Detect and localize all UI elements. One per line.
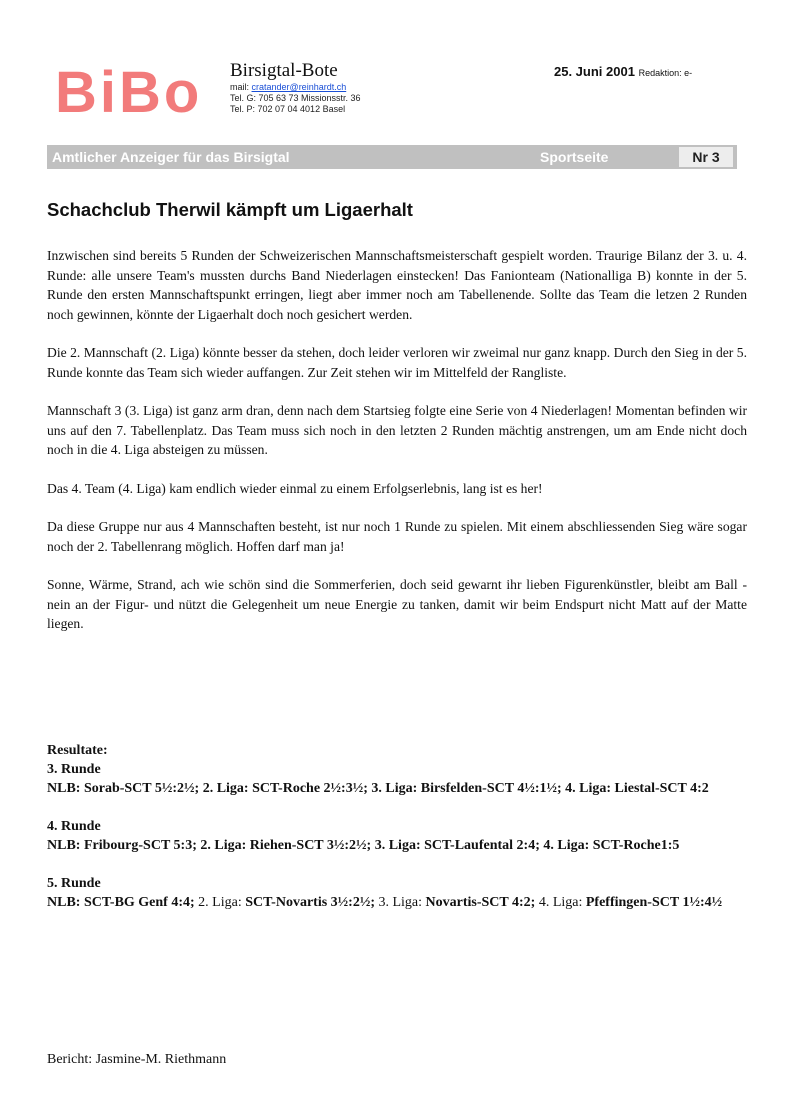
byline: Bericht: Jasmine-M. Riethmann	[47, 1052, 227, 1067]
results-section	[47, 741, 747, 931]
masthead	[230, 60, 361, 115]
round-3-block	[47, 760, 747, 798]
section-bar	[47, 145, 737, 169]
round-3-results: NLB: Sorab-SCT 5½:2½; 2. Liga: SCT-Roche 2½:3½; 3. Liga: Birsfelden-SCT 4½:1½; 4. Liga: Liestal-SCT 4:2	[47, 781, 709, 796]
paper-name: Birsigtal-Bote	[230, 60, 338, 81]
issue-date: 25. Juni 2001	[554, 64, 635, 79]
mail-link[interactable]: cratander@reinhardt.ch	[251, 82, 347, 92]
article-body	[47, 246, 747, 653]
results-heading: Resultate:	[47, 743, 108, 758]
paragraph: Mannschaft 3 (3. Liga) ist ganz arm dran, denn nach dem Startsieg folgte eine Serie von 4 Niederlagen! Momentan befinden wir uns auf den 7. Tabellenplatz. Das Team muss sich noch in den letzten 2 Runden mächtig anstrengen, um am Ende nicht doch noch in die 4. Liga absteigen zu müssen.	[47, 403, 747, 457]
round-3-title: 3. Runde	[47, 762, 101, 777]
r5-l4-result: Pfeffingen-SCT 1½:4½	[585, 895, 723, 910]
paragraph: Die 2. Mannschaft (2. Liga) könnte besser da stehen, doch leider verloren wir zweimal nur ganz knapp. Durch den Sieg in der 5. Runde konnte das Team sich wieder auffangen. Zur Zeit stehen wir im Mittelfeld der Rangliste.	[47, 345, 747, 380]
round-5-results	[47, 893, 747, 912]
r5-l3-result: Novartis-SCT 4:2;	[425, 895, 536, 910]
r5-l4-label: 4. Liga:	[538, 895, 583, 910]
article-headline: Schachclub Therwil kämpft um Ligaerhalt	[47, 199, 413, 220]
r5-l2-result: SCT-Novartis 3½:2½;	[245, 895, 375, 910]
mail-line	[230, 82, 361, 93]
round-4-title: 4. Runde	[47, 819, 101, 834]
r5-l2-label: 2. Liga:	[198, 895, 242, 910]
tel-g-line: Tel. G: 705 63 73 Missionsstr. 36	[230, 93, 361, 103]
round-4-results: NLB: Fribourg-SCT 5:3; 2. Liga: Riehen-SCT 3½:2½; 3. Liga: SCT-Laufental 2:4; 4. Liga: SCT-Roche1:5	[47, 838, 680, 853]
section-label: Sportseite	[540, 149, 609, 165]
paragraph: Das 4. Team (4. Liga) kam endlich wieder einmal zu einem Erfolgserlebnis, lang ist es her!	[47, 480, 543, 496]
round-4-block	[47, 817, 747, 855]
gazette-subtitle: Amtlicher Anzeiger für das Birsigtal	[52, 149, 290, 165]
tel-p-line: Tel. P: 702 07 04 4012 Basel	[230, 104, 346, 114]
r5-nlb-result: SCT-BG Genf 4:4;	[83, 895, 195, 910]
bibo-logo: BiBo	[55, 60, 203, 125]
round-5-title: 5. Runde	[47, 876, 101, 891]
redaktion-label: Redaktion: e-	[638, 68, 693, 78]
r5-l3-label: 3. Liga:	[378, 895, 423, 910]
mail-label: mail:	[230, 82, 250, 92]
paragraph: Da diese Gruppe nur aus 4 Mannschaften besteht, ist nur noch 1 Runde zu spielen. Mit einem abschliessenden Sieg wäre sogar noch der 2. Tabellenrang möglich. Hoffen darf man ja!	[47, 519, 747, 554]
r5-nlb-label: NLB:	[47, 895, 81, 910]
dateline	[554, 64, 692, 79]
round-5-block	[47, 874, 747, 912]
paragraph: Inzwischen sind bereits 5 Runden der Schweizerischen Mannschaftsmeisterschaft gespielt worden. Traurige Bilanz der 3. u. 4. Runde: alle unsere Team's mussten durchs Band Niederlagen einstecken! Das Fanionteam (Nationalliga B) konnte in der 5. Runde den ersten Mannschaftspunkt erringen, liegt aber immer noch am Tabellenende. Sollte das Team die letzen 2 Runden noch gewinnen, könnte der Ligaerhalt doch noch gesichert werden.	[47, 248, 747, 322]
issue-number: Nr 3	[679, 147, 733, 167]
paragraph: Sonne, Wärme, Strand, ach wie schön sind die Sommerferien, doch seid gewarnt ihr lieben Figurenkünstler, bleibt am Ball - nein an der Figur- und nützt die Gelegenheit um neue Energie zu tanken, damit wir beim Endspurt nicht Matt auf der Matte liegen.	[47, 577, 747, 631]
